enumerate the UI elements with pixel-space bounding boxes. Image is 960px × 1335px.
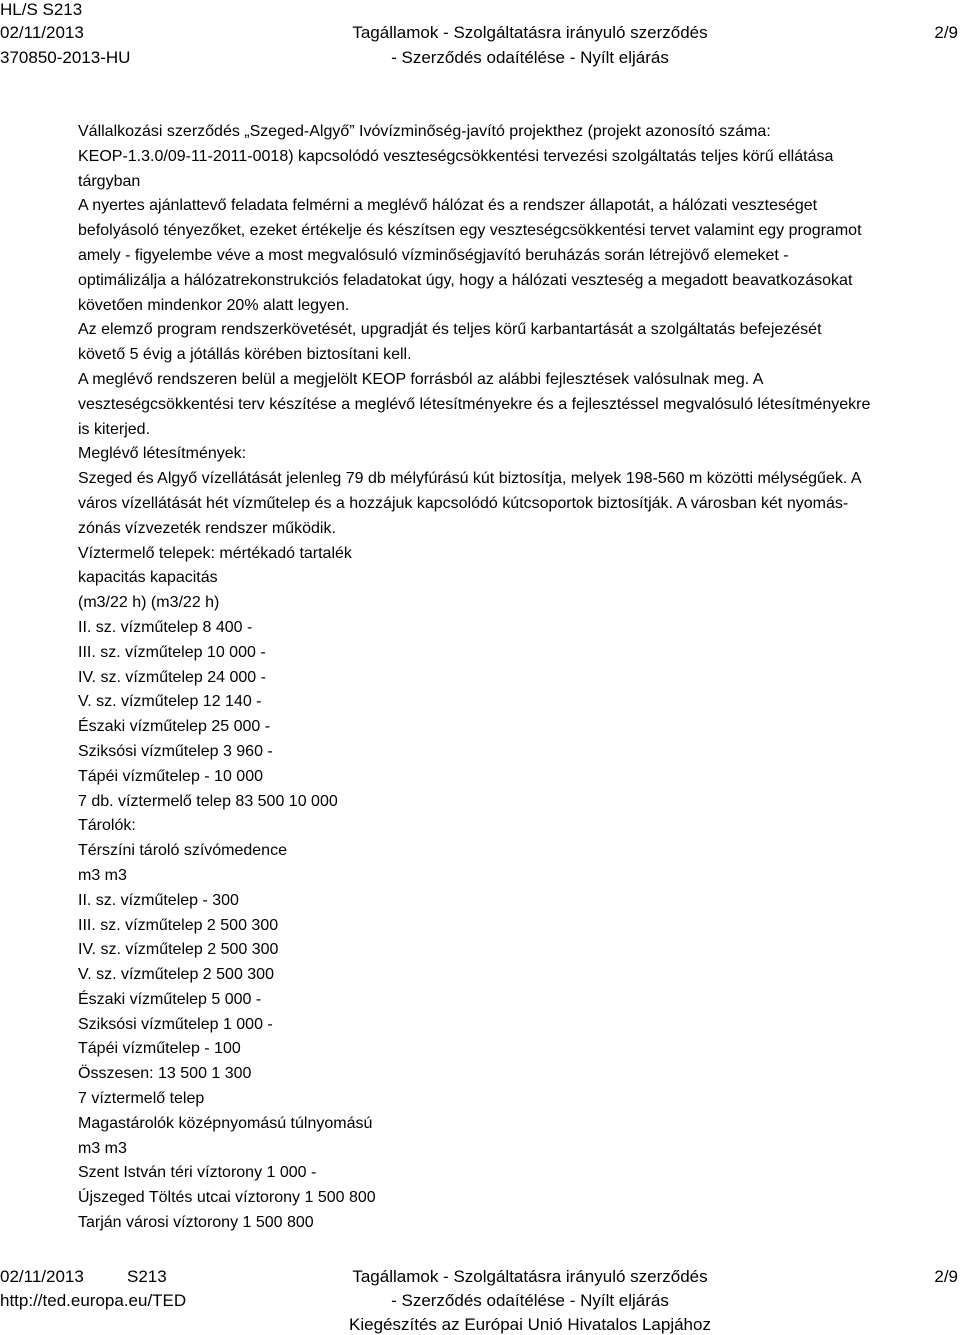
body-line: befolyásoló tényezőket, ezeket értékelje és készítsen egy veszteségcsökkentési tervet valamint egy programot: [78, 222, 862, 240]
body-line: Újszeged Töltés utcai víztorony 1 500 800: [78, 1189, 376, 1207]
body-line: Magastárolók középnyomású túlnyomású: [78, 1114, 373, 1132]
header-title-line1: Tagállamok - Szolgáltatásra irányuló szerződés: [352, 23, 708, 42]
body-line: II. sz. vízműtelep 8 400 -: [78, 618, 253, 636]
body-line: III. sz. vízműtelep 10 000 -: [78, 643, 266, 661]
body-line: város vízellátását hét vízműtelep és a hozzájuk kapcsolódó kútcsoportok biztosítják. A városban két nyomás-: [78, 494, 849, 512]
body-line: optimálizálja a hálózatrekonstrukciós feladatokat úgy, hogy a hálózati veszteség a megadott beavatkozásokat: [78, 271, 853, 289]
body-line: követően mindenkor 20% alatt legyen.: [78, 296, 350, 314]
body-line: 7 db. víztermelő telep 83 500 10 000: [78, 792, 338, 810]
header-date: 02/11/2013: [0, 23, 84, 42]
body-line: 7 víztermelő telep: [78, 1090, 205, 1108]
document-body: [78, 120, 956, 1236]
body-line: Tarján városi víztorony 1 500 800: [78, 1214, 314, 1232]
body-line: V. sz. vízműtelep 12 140 -: [78, 693, 262, 711]
body-line: m3 m3: [78, 866, 127, 884]
body-line: tárgyban: [78, 172, 141, 190]
body-line: Az elemző program rendszerkövetését, upgradját és teljes körű karbantartását a szolgáltatás befejezését: [78, 321, 822, 339]
body-line: Sziksósi vízműtelep 3 960 -: [78, 742, 273, 760]
body-line: zónás vízvezeték rendszer működik.: [78, 519, 336, 537]
body-line: Meglévő létesítmények:: [78, 445, 247, 463]
body-line: Tárolók:: [78, 817, 136, 835]
header-title-line2: - Szerződés odaítélése - Nyílt eljárás: [391, 48, 669, 67]
footer-title-line2: - Szerződés odaítélése - Nyílt eljárás: [391, 1291, 669, 1310]
body-line: Tápéi vízműtelep - 10 000: [78, 767, 263, 785]
body-line: Szeged és Algyő vízellátását jelenleg 79 db mélyfúrású kút biztosítja, melyek 198-560 m közötti mélységűek. A: [78, 470, 862, 488]
body-line: m3 m3: [78, 1139, 127, 1157]
body-line: Sziksósi vízműtelep 1 000 -: [78, 1015, 273, 1033]
header-ref: HL/S S213: [0, 0, 83, 19]
body-line: A meglévő rendszeren belül a megjelölt KEOP forrásból az alábbi fejlesztések valósulnak meg. A: [78, 370, 764, 388]
body-line: V. sz. vízműtelep 2 500 300: [78, 966, 274, 984]
body-line: Térszíni tároló szívómedence: [78, 842, 287, 860]
footer-code: S213: [127, 1267, 167, 1286]
body-line: IV. sz. vízműtelep 2 500 300: [78, 941, 279, 959]
body-line: Északi vízműtelep 5 000 -: [78, 990, 262, 1008]
body-line: II. sz. vízműtelep - 300: [78, 891, 239, 909]
body-line: Víztermelő telepek: mértékadó tartalék: [78, 544, 352, 562]
body-line: is kiterjed.: [78, 420, 151, 438]
body-line: Összesen: 13 500 1 300: [78, 1065, 252, 1083]
body-line: Tápéi vízműtelep - 100: [78, 1040, 241, 1058]
body-line: kapacitás kapacitás: [78, 569, 218, 587]
body-line: Vállalkozási szerződés „Szeged-Algyő” Ivóvízminőség-javító projekthez (projekt azonosító száma:: [78, 123, 771, 140]
body-line: veszteségcsökkentési terv készítése a meglévő létesítményekre és a fejlesztéssel megvalósuló létesítményekre: [78, 395, 871, 413]
body-line: Északi vízműtelep 25 000 -: [78, 718, 271, 736]
footer-url[interactable]: http://ted.europa.eu/TED: [0, 1291, 187, 1310]
body-line: III. sz. vízműtelep 2 500 300: [78, 916, 279, 934]
footer-date: 02/11/2013: [0, 1267, 84, 1286]
body-line: amely - figyelembe véve a most megvalósuló vízminőségjavító beruházás során létrejövő elemeket -: [78, 246, 789, 264]
footer-title-line3: Kiegészítés az Európai Unió Hivatalos Lapjához: [349, 1315, 711, 1334]
body-line: (m3/22 h) (m3/22 h): [78, 594, 220, 612]
footer-page-number: 2/9: [934, 1267, 958, 1286]
body-line: KEOP-1.3.0/09-11-2011-0018) kapcsolódó veszteségcsökkentési tervezési szolgáltatás teljes körű ellátása: [78, 147, 834, 165]
body-line: követő 5 évig a jótállás körében biztosítani kell.: [78, 346, 412, 364]
footer-title-line1: Tagállamok - Szolgáltatásra irányuló szerződés: [352, 1267, 708, 1286]
body-line: A nyertes ajánlattevő feladata felmérni a meglévő hálózat és a rendszer állapotát, a hálózati veszteséget: [78, 197, 818, 215]
header-page-number: 2/9: [934, 23, 958, 42]
header-doc-id: 370850-2013-HU: [0, 48, 131, 67]
body-line: IV. sz. vízműtelep 24 000 -: [78, 668, 266, 686]
body-line: Szent István téri víztorony 1 000 -: [78, 1164, 317, 1182]
